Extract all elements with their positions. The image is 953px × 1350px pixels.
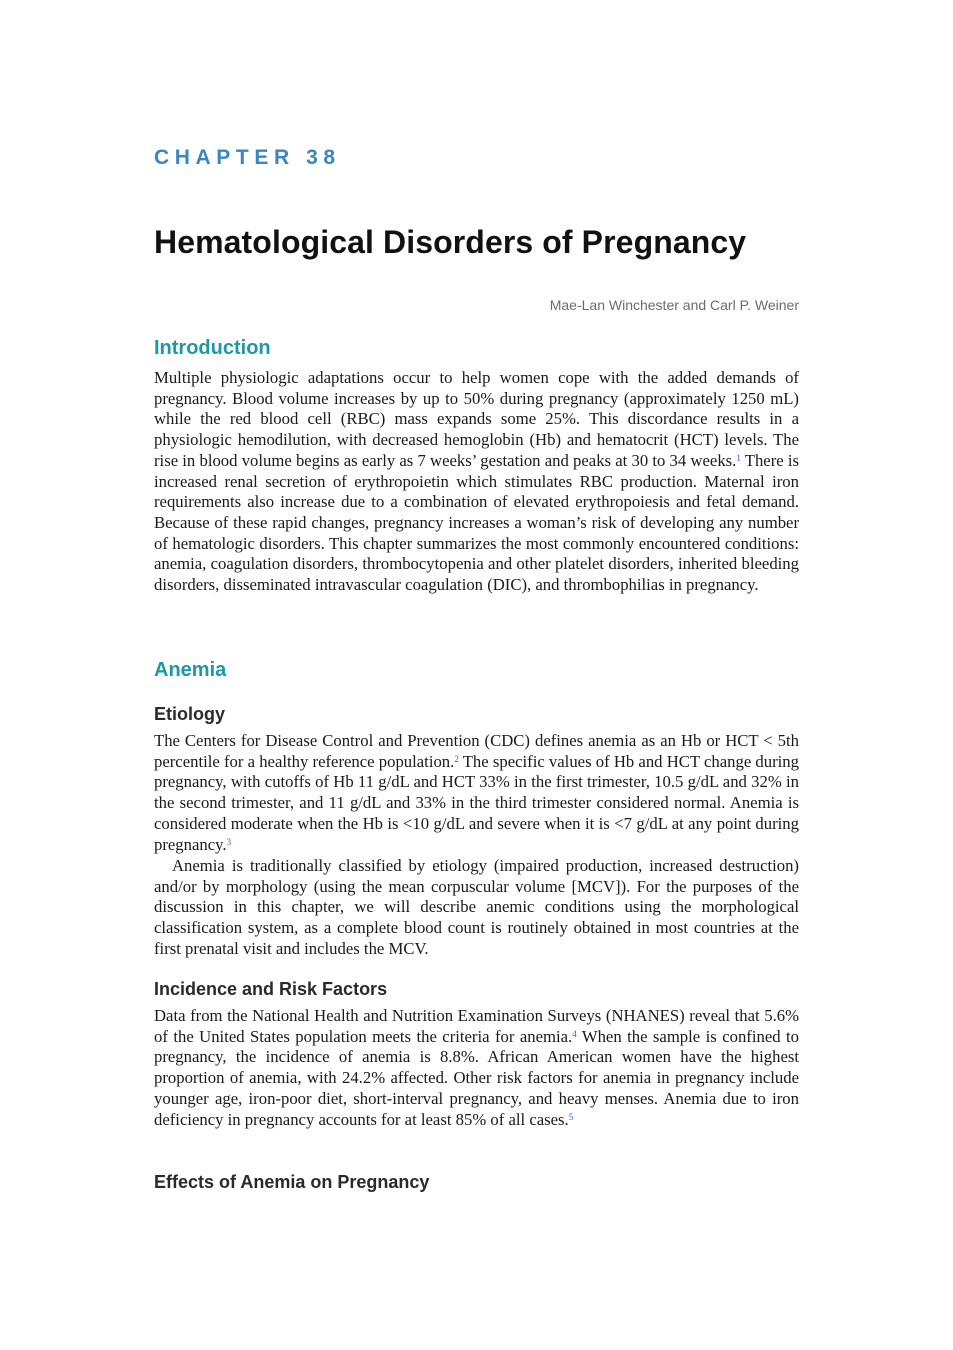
reference-link-3[interactable]: 3: [226, 836, 232, 847]
subheading-effects-of-anemia: Effects of Anemia on Pregnancy: [154, 1172, 430, 1192]
section-heading-anemia: Anemia: [154, 659, 227, 681]
etiology-text-part-2: The specific values of Hb and HCT change during pregnancy, with cutoffs of Hb 11 g/dL and HCT 33% in the first trimester, 10.5 g/dL and 32% in the second trimester, and 11 g/dL and 33% in the third trimester considered normal. Anemia is considered moderate when the Hb is <10 g/dL and severe when it is <7 g/dL at any point during pregnancy.: [154, 751, 799, 854]
incidence-paragraph: [154, 1006, 799, 1130]
introduction-text-part-1: Multiple physiologic adaptations occur to help women cope with the added demands of pregnancy. Blood volume increases by up to 50% during pregnancy (approximately 1250 mL) while the red blood cell (RBC) mass expands some 25%. This discordance results in a physiologic hemodilution, with decreased hemoglobin (Hb) and hematocrit (HCT) levels. The rise in blood volume begins as early as 7 weeks’ gestation and peaks at 30 to 34 weeks.: [154, 368, 799, 470]
reference-link-2[interactable]: 2: [454, 753, 459, 764]
incidence-text-part-2: When the sample is confined to pregnancy, the incidence of anemia is 8.8%. African American women have the highest proportion of anemia, with 24.2% affected. Other risk factors for anemia in pregnancy include younger age, iron-poor diet, short-interval pregnancy, and heavy menses. Anemia due to iron deficiency in pregnancy accounts for at least 85% of all cases.: [154, 1026, 799, 1129]
incidence-text-part-1: Data from the National Health and Nutrition Examination Surveys (NHANES) reveal that 5.6% of the United States population meets the criteria for anemia.: [154, 1006, 799, 1046]
chapter-number-label: CHAPTER 38: [154, 146, 341, 169]
section-heading-introduction: Introduction: [154, 337, 271, 359]
subheading-incidence-risk-factors: Incidence and Risk Factors: [154, 979, 388, 999]
reference-link-1[interactable]: 1: [736, 452, 741, 463]
etiology-paragraph-1: [154, 731, 799, 855]
reference-link-5[interactable]: 5: [568, 1111, 574, 1122]
chapter-title: Hematological Disorders of Pregnancy: [154, 224, 747, 260]
reference-link-4[interactable]: 4: [572, 1028, 577, 1039]
etiology-paragraph-2: Anemia is traditionally classified by etiology (impaired production, increased destruction) and/or by morphology (using the mean corpuscular volume [MCV]). For the purposes of the discussion in this chapter, we will describe anemic conditions using the morphological classification system, as a complete blood count is routinely obtained in most countries at the first prenatal visit and includes the MCV.: [154, 856, 799, 958]
etiology-text-part-1: The Centers for Disease Control and Prevention (CDC) defines anemia as an Hb or HCT < 5th percentile for a healthy reference population.: [154, 731, 799, 771]
introduction-paragraph: [154, 368, 799, 596]
introduction-text-part-2: There is increased renal secretion of erythropoietin which stimulates RBC production. Maternal iron requirements also increase due to a combination of elevated erythropoiesis and fetal demand. Because of these rapid changes, pregnancy increases a woman’s risk of developing any number of hematologic disorders. This chapter summarizes the most commonly encountered conditions: anemia, coagulation disorders, thrombocytopenia and other platelet disorders, inherited bleeding disorders, disseminated intravascular coagulation (DIC), and thrombophilias in pregnancy.: [154, 450, 799, 595]
chapter-authors: Mae-Lan Winchester and Carl P. Weiner: [549, 297, 799, 313]
subheading-etiology: Etiology: [154, 704, 225, 724]
